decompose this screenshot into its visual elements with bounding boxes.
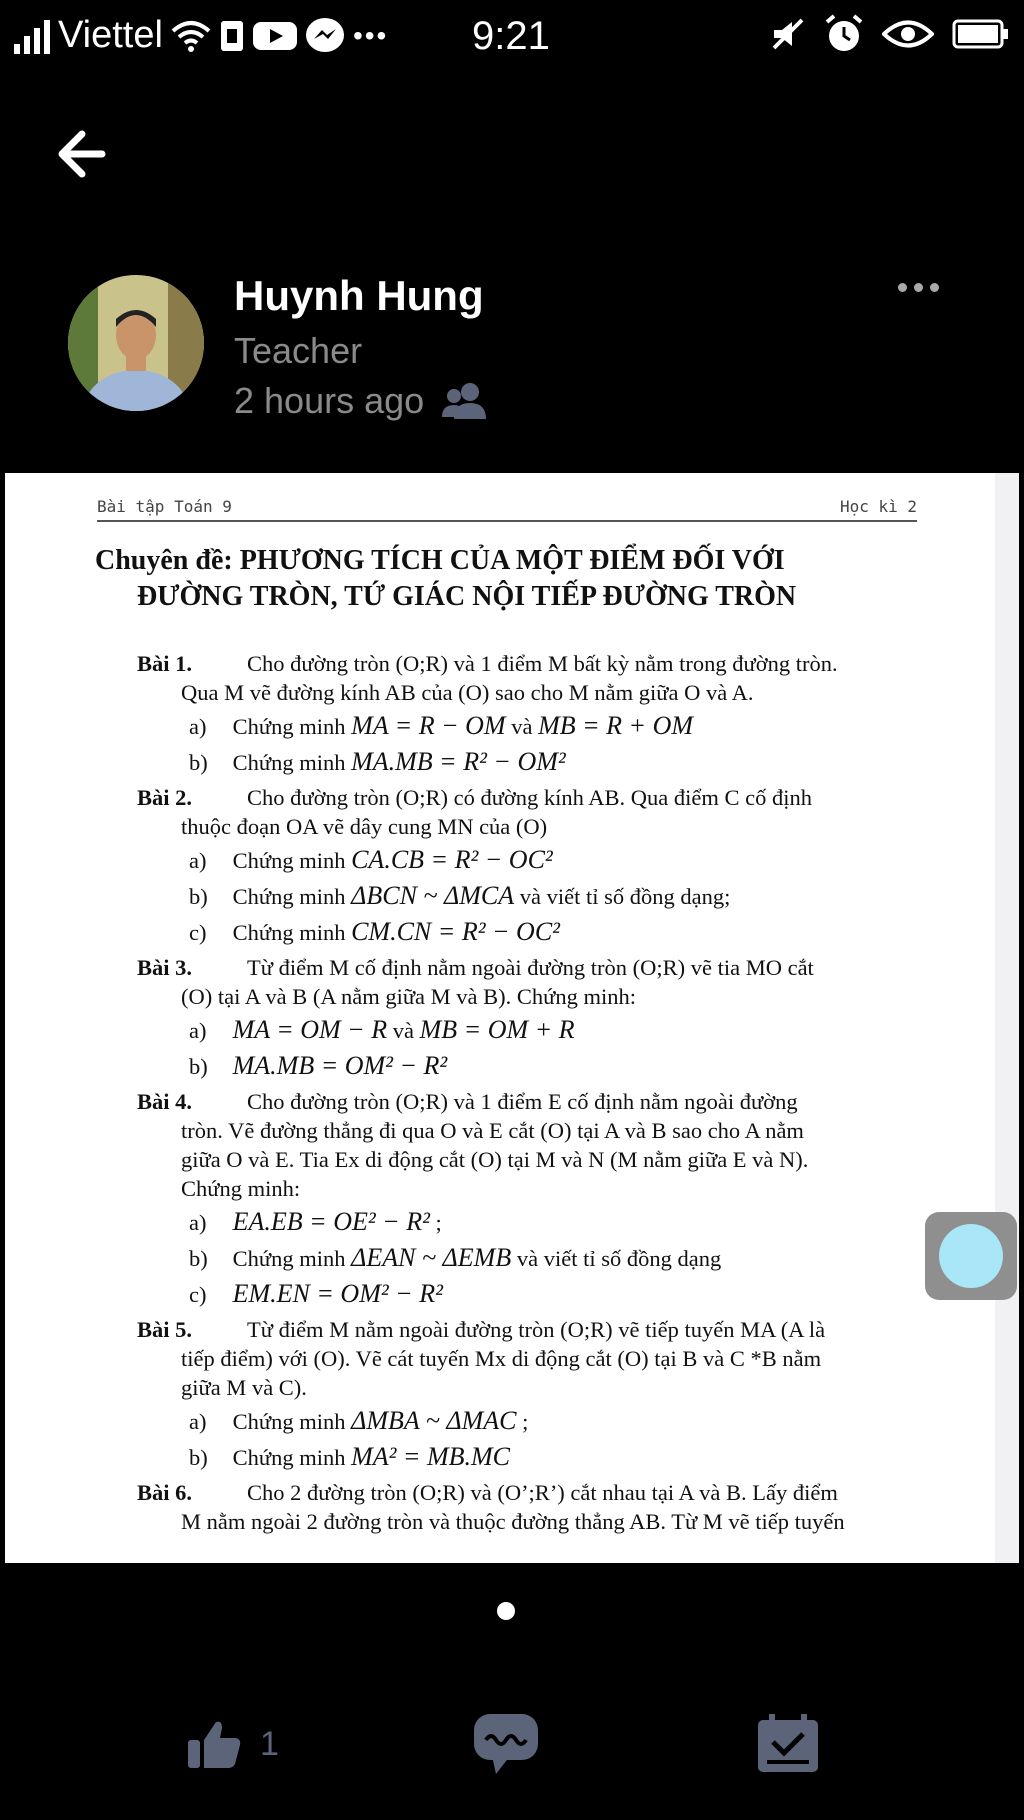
page-indicator-dot: [497, 1602, 515, 1620]
problem-number: Bài 1.: [137, 651, 193, 676]
problem-number: Bài 3.: [137, 955, 193, 980]
subitem-label: a): [189, 848, 207, 873]
subitem-label: b): [189, 884, 208, 909]
more-dot: [914, 283, 923, 292]
document-header: [97, 497, 917, 522]
subitem-math: MA.MB = OM² − R²: [232, 1051, 448, 1080]
subitem-math: MA² = MB.MC: [351, 1442, 511, 1471]
problem-text-continued: Chứng minh:: [181, 1176, 301, 1201]
like-button[interactable]: [186, 1718, 279, 1770]
problem-text-continued: M nằm ngoài 2 đường tròn và thuộc đường thẳng AB. Từ M vẽ tiếp tuyến: [181, 1509, 845, 1534]
battery-icon: [952, 19, 1010, 54]
problem-subitem: [137, 747, 921, 777]
problem-first-line: [137, 953, 921, 982]
subitem-label: a): [189, 1210, 207, 1235]
author-name[interactable]: Huynh Hung: [234, 272, 484, 319]
problem-number: Bài 4.: [137, 1089, 193, 1114]
problem-text: Cho đường tròn (O;R) và 1 điểm E cố định nằm ngoài đường: [247, 1089, 798, 1114]
arrow-left-icon: [52, 124, 112, 184]
problem-subitem: [137, 1442, 921, 1472]
problem-text: Từ điểm M cố định nằm ngoài đường tròn (O;R) vẽ tia MO cắt: [247, 955, 814, 980]
document-header-left: Bài tập Toán 9: [97, 497, 232, 516]
problem-subitem: [137, 917, 921, 947]
subitem-math: EA.EB = OE² − R²: [232, 1207, 430, 1236]
youtube-icon: [253, 20, 297, 52]
subitem-after: và: [511, 714, 533, 739]
subitem-label: b): [189, 1246, 208, 1271]
wifi-icon: [171, 19, 211, 53]
more-notifications-icon: •••: [352, 19, 389, 51]
document-title: [95, 543, 935, 615]
status-right: [770, 14, 1010, 59]
subitem-label: c): [189, 920, 207, 945]
subitem-label: a): [189, 1018, 207, 1043]
problem-subitem: [137, 1051, 921, 1081]
subitem-math-2: MB = OM + R: [419, 1015, 575, 1044]
problem-subitem: [137, 711, 921, 741]
subitem-text: Chứng minh: [232, 884, 346, 909]
problem-subitem: [137, 1406, 921, 1436]
comment-icon: [472, 1712, 540, 1776]
problem-text-continued: Qua M vẽ đường kính AB của (O) sao cho M nằm giữa O và A.: [181, 680, 754, 705]
subitem-text: Chứng minh: [232, 750, 346, 775]
problem-first-line: [137, 649, 921, 678]
problem-item: [137, 1315, 921, 1472]
problem-text-continued: giữa O và E. Tia Ex di động cắt (O) tại M và N (M nằm giữa E và N).: [181, 1147, 809, 1172]
subitem-label: a): [189, 714, 207, 739]
subitem-after: ;: [522, 1409, 529, 1434]
clock: 9:21: [472, 14, 550, 58]
alarm-icon: [824, 14, 864, 59]
problem-text-continued: (O) tại A và B (A nằm giữa M và B). Chứng minh:: [181, 984, 636, 1009]
like-count: 1: [260, 1724, 279, 1763]
subitem-math: MA.MB = R² − OM²: [351, 747, 566, 776]
document-title-line1: Chuyên đề: PHƯƠNG TÍCH CỦA MỘT ĐIỂM ĐỐI VỚI: [95, 545, 785, 576]
problem-text-continued: tròn. Vẽ đường thẳng đi qua O và E cắt (O) tại A và B sao cho A nằm: [181, 1118, 804, 1143]
problem-subitem: [137, 1015, 921, 1045]
carrier-label: Viettel: [58, 14, 163, 56]
thumbs-up-icon: [186, 1718, 242, 1770]
post-image-document[interactable]: [5, 473, 1019, 1563]
problem-text: Cho đường tròn (O;R) và 1 điểm M bất kỳ nằm trong đường tròn.: [247, 651, 838, 676]
problem-item: [137, 1087, 921, 1309]
problem-subitem: [137, 845, 921, 875]
problem-item: [137, 783, 921, 947]
subitem-label: b): [189, 750, 208, 775]
back-button[interactable]: [52, 124, 112, 184]
comment-button[interactable]: [472, 1712, 540, 1781]
subitem-text: Chứng minh: [232, 848, 346, 873]
problem-subitem: [137, 1243, 921, 1273]
subitem-after: và: [392, 1018, 414, 1043]
problem-text-continued: tiếp điểm) với (O). Vẽ cát tuyến Mx di động cắt (O) tại B và C *B nằm: [181, 1346, 822, 1371]
mute-icon: [770, 16, 806, 57]
status-left: [14, 14, 388, 57]
subitem-text: Chứng minh: [232, 714, 346, 739]
subitem-math: ΔEAN ~ ΔEMB: [351, 1243, 512, 1272]
more-options-button[interactable]: [898, 283, 939, 292]
document-title-line2: ĐƯỜNG TRÒN, TỨ GIÁC NỘI TIẾP ĐƯỜNG TRÒN: [137, 581, 797, 612]
subitem-math: EM.EN = OM² − R²: [232, 1279, 443, 1308]
subitem-math: MA = R − OM: [351, 711, 506, 740]
problem-first-line: [137, 1087, 921, 1116]
subitem-label: b): [189, 1054, 208, 1079]
subitem-math: MA = OM − R: [232, 1015, 388, 1044]
more-horizontal-icon: [898, 283, 907, 292]
subitem-label: c): [189, 1282, 207, 1307]
subitem-after: và viết tỉ số đồng dạng;: [519, 884, 731, 909]
problem-subitem: [137, 1279, 921, 1309]
messenger-icon: [305, 17, 345, 55]
status-bar: [0, 0, 1024, 78]
problem-text-continued: giữa M và C).: [181, 1375, 307, 1400]
problem-first-line: [137, 783, 921, 812]
problem-text: Từ điểm M nằm ngoài đường tròn (O;R) vẽ tiếp tuyến MA (A là: [247, 1317, 826, 1342]
problem-text: Cho đường tròn (O;R) có đường kính AB. Qua điểm C cố định: [247, 785, 813, 810]
signal-icon: [14, 18, 50, 54]
problem-text: Cho 2 đường tròn (O;R) và (O’;R’) cắt nhau tại A và B. Lấy điểm: [247, 1480, 838, 1505]
problem-number: Bài 5.: [137, 1317, 193, 1342]
author-role: Teacher: [234, 330, 363, 371]
problem-item: [137, 1478, 921, 1536]
problem-item: [137, 649, 921, 777]
subitem-after: ;: [435, 1210, 442, 1235]
calendar-check-icon: [755, 1712, 821, 1774]
subitem-math-2: MB = R + OM: [538, 711, 694, 740]
more-dot: [930, 283, 939, 292]
subitem-label: a): [189, 1409, 207, 1434]
sim-icon: [219, 19, 245, 53]
subitem-text: Chứng minh: [232, 1246, 346, 1271]
problem-first-line: [137, 1315, 921, 1344]
problem-subitem: [137, 1207, 921, 1237]
floating-chat-bubble[interactable]: [925, 1212, 1017, 1300]
document-margin: [995, 473, 1019, 1563]
problem-text-continued: thuộc đoạn OA vẽ dây cung MN của (O): [181, 814, 548, 839]
subitem-math: ΔBCN ~ ΔMCA: [351, 881, 515, 910]
subitem-math: CM.CN = R² − OC²: [351, 917, 560, 946]
eye-icon: [882, 19, 934, 54]
post-time: [234, 380, 490, 422]
problem-first-line: [137, 1478, 921, 1507]
problem-item: [137, 953, 921, 1081]
avatar[interactable]: [68, 275, 204, 411]
group-icon: [440, 381, 490, 421]
subitem-text: Chứng minh: [232, 1409, 346, 1434]
problem-subitem: [137, 881, 921, 911]
subitem-text: Chứng minh: [232, 1445, 346, 1470]
document-header-right: Học kì 2: [839, 497, 917, 516]
problem-number: Bài 2.: [137, 785, 193, 810]
subitem-text: Chứng minh: [232, 920, 346, 945]
save-button[interactable]: [755, 1712, 821, 1779]
subitem-math: CA.CB = R² − OC²: [351, 845, 553, 874]
problem-number: Bài 6.: [137, 1480, 193, 1505]
problem-list: [137, 649, 921, 1536]
subitem-after: và viết tỉ số đồng dạng: [516, 1246, 722, 1271]
post-time-label: 2 hours ago: [234, 380, 425, 421]
subitem-math: ΔMBA ~ ΔMAC: [351, 1406, 517, 1435]
subitem-label: b): [189, 1445, 208, 1470]
